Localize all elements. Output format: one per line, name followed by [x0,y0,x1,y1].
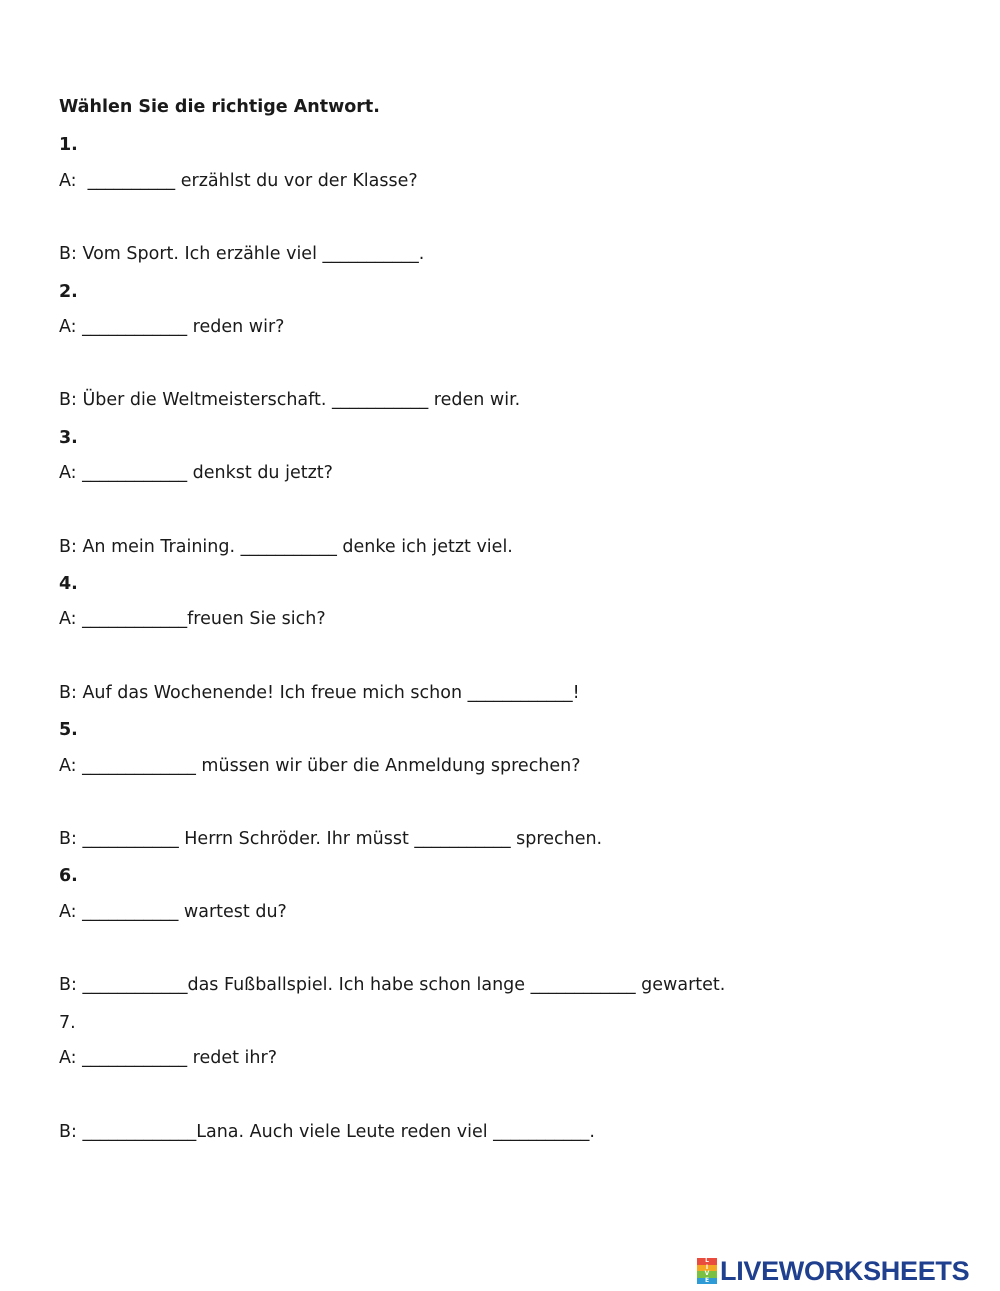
item-5-question: A: _____________ müssen wir über die Anmeldung sprechen? [59,756,581,776]
liveworksheets-logo-icon [697,1258,717,1284]
item-7-question: A: ____________ redet ihr? [59,1048,277,1068]
item-1-question: A: __________ erzählst du vor der Klasse? [59,171,418,191]
item-number-7: 7. [59,1013,76,1033]
item-number-1: 1. [59,135,78,155]
logo-badge-letter-e: E [697,1278,717,1285]
item-number-6: 6. [59,866,78,886]
item-number-2: 2. [59,282,78,302]
item-2-question: A: ____________ reden wir? [59,317,285,337]
instruction-heading: Wählen Sie die richtige Antwort. [59,97,380,117]
item-6-answer: B: ____________das Fußballspiel. Ich habe schon lange ____________ gewartet. [59,975,726,995]
item-4-question: A: ____________freuen Sie sich? [59,609,326,629]
item-7-answer: B: _____________Lana. Auch viele Leute reden viel ___________. [59,1122,595,1142]
item-2-answer: B: Über die Weltmeisterschaft. ___________ reden wir. [59,390,521,410]
logo-badge-letter-l: L [697,1258,717,1265]
item-number-3: 3. [59,428,78,448]
item-number-4: 4. [59,574,78,594]
item-4-answer: B: Auf das Wochenende! Ich freue mich schon ____________! [59,683,580,703]
item-1-answer: B: Vom Sport. Ich erzähle viel ___________. [59,244,425,264]
logo-badge-letter-i: I [697,1265,717,1272]
item-number-5: 5. [59,720,78,740]
logo-text: LIVEWORKSHEETS [720,1256,970,1286]
item-5-answer: B: ___________ Herrn Schröder. Ihr müsst ___________ sprechen. [59,829,603,849]
item-6-question: A: ___________ wartest du? [59,902,287,922]
liveworksheets-logo [697,1256,969,1286]
item-3-answer: B: An mein Training. ___________ denke ich jetzt viel. [59,537,513,557]
logo-badge-letter-v: V [697,1271,717,1278]
item-3-question: A: ____________ denkst du jetzt? [59,463,333,483]
